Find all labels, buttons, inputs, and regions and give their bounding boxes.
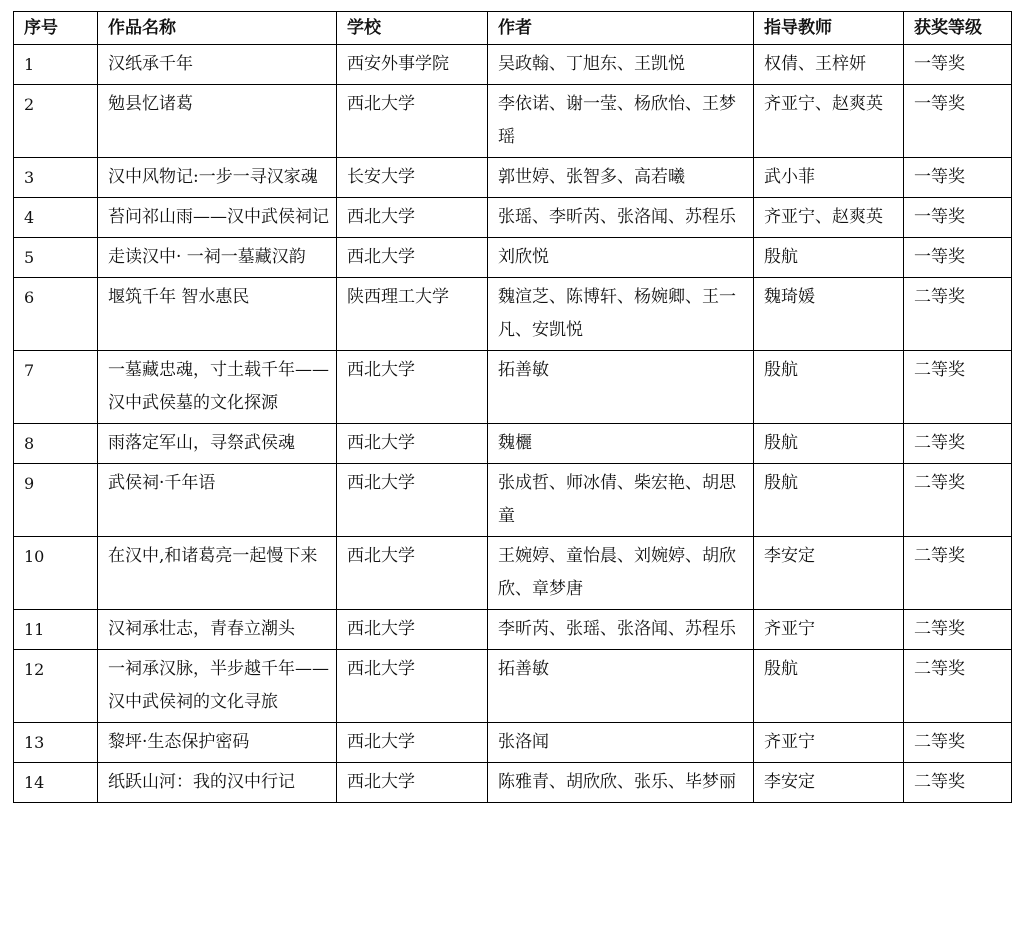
cell-title: 汉祠承壮志，青春立潮头 bbox=[98, 610, 337, 650]
cell-authors: 李昕芮、张瑶、张洛闻、苏程乐 bbox=[488, 610, 754, 650]
cell-advisor: 殷航 bbox=[754, 238, 904, 278]
cell-authors: 吴政翰、丁旭东、王凯悦 bbox=[488, 45, 754, 85]
cell-school: 西北大学 bbox=[337, 763, 488, 803]
cell-advisor: 殷航 bbox=[754, 650, 904, 723]
cell-number: 7 bbox=[14, 351, 98, 424]
table-row bbox=[14, 45, 1012, 85]
header-number: 序号 bbox=[14, 12, 98, 45]
cell-advisor: 殷航 bbox=[754, 351, 904, 424]
cell-number: 9 bbox=[14, 464, 98, 537]
cell-title: 纸跃山河：我的汉中行记 bbox=[98, 763, 337, 803]
cell-title: 堰筑千年 智水惠民 bbox=[98, 278, 337, 351]
cell-title: 武侯祠·千年语 bbox=[98, 464, 337, 537]
cell-authors: 李依诺、谢一莹、杨欣怡、王梦瑶 bbox=[488, 85, 754, 158]
cell-award: 一等奖 bbox=[904, 238, 1012, 278]
cell-title: 雨落定军山，寻祭武侯魂 bbox=[98, 424, 337, 464]
cell-title: 一祠承汉脉，半步越千年——汉中武侯祠的文化寻旅 bbox=[98, 650, 337, 723]
cell-advisor: 齐亚宁 bbox=[754, 610, 904, 650]
cell-authors: 张洛闻 bbox=[488, 723, 754, 763]
table-row bbox=[14, 158, 1012, 198]
cell-award: 二等奖 bbox=[904, 424, 1012, 464]
cell-authors: 魏渲芝、陈博轩、杨婉卿、王一凡、安凯悦 bbox=[488, 278, 754, 351]
cell-advisor: 武小菲 bbox=[754, 158, 904, 198]
cell-award: 二等奖 bbox=[904, 610, 1012, 650]
cell-award: 二等奖 bbox=[904, 464, 1012, 537]
cell-school: 西北大学 bbox=[337, 723, 488, 763]
cell-title: 一墓藏忠魂，寸土载千年——汉中武侯墓的文化探源 bbox=[98, 351, 337, 424]
cell-number: 11 bbox=[14, 610, 98, 650]
cell-authors: 魏欐 bbox=[488, 424, 754, 464]
header-school: 学校 bbox=[337, 12, 488, 45]
cell-school: 西北大学 bbox=[337, 650, 488, 723]
table-row bbox=[14, 424, 1012, 464]
cell-advisor: 魏琦媛 bbox=[754, 278, 904, 351]
cell-award: 一等奖 bbox=[904, 198, 1012, 238]
awards-table-container bbox=[13, 11, 1011, 803]
table-row bbox=[14, 278, 1012, 351]
cell-authors: 刘欣悦 bbox=[488, 238, 754, 278]
cell-advisor: 齐亚宁、赵爽英 bbox=[754, 85, 904, 158]
cell-number: 5 bbox=[14, 238, 98, 278]
cell-number: 4 bbox=[14, 198, 98, 238]
table-row bbox=[14, 464, 1012, 537]
cell-number: 2 bbox=[14, 85, 98, 158]
cell-school: 长安大学 bbox=[337, 158, 488, 198]
header-advisor: 指导教师 bbox=[754, 12, 904, 45]
cell-award: 一等奖 bbox=[904, 158, 1012, 198]
cell-title: 汉纸承千年 bbox=[98, 45, 337, 85]
cell-award: 二等奖 bbox=[904, 763, 1012, 803]
table-row bbox=[14, 537, 1012, 610]
table-row bbox=[14, 198, 1012, 238]
table-row bbox=[14, 351, 1012, 424]
cell-school: 西北大学 bbox=[337, 464, 488, 537]
cell-advisor: 殷航 bbox=[754, 424, 904, 464]
table-row bbox=[14, 238, 1012, 278]
cell-title: 勉县忆诸葛 bbox=[98, 85, 337, 158]
table-header-row bbox=[14, 12, 1012, 45]
cell-number: 12 bbox=[14, 650, 98, 723]
awards-table bbox=[13, 11, 1012, 803]
cell-authors: 张瑶、李昕芮、张洛闻、苏程乐 bbox=[488, 198, 754, 238]
cell-school: 陕西理工大学 bbox=[337, 278, 488, 351]
cell-authors: 陈雅青、胡欣欣、张乐、毕梦丽 bbox=[488, 763, 754, 803]
cell-authors: 张成哲、师冰倩、柴宏艳、胡思童 bbox=[488, 464, 754, 537]
table-row bbox=[14, 763, 1012, 803]
cell-authors: 郭世婷、张智多、高若曦 bbox=[488, 158, 754, 198]
table-row bbox=[14, 723, 1012, 763]
cell-school: 西北大学 bbox=[337, 238, 488, 278]
cell-school: 西北大学 bbox=[337, 537, 488, 610]
cell-school: 西北大学 bbox=[337, 424, 488, 464]
cell-advisor: 齐亚宁、赵爽英 bbox=[754, 198, 904, 238]
cell-authors: 拓善敏 bbox=[488, 351, 754, 424]
cell-award: 二等奖 bbox=[904, 537, 1012, 610]
cell-award: 一等奖 bbox=[904, 45, 1012, 85]
cell-award: 二等奖 bbox=[904, 351, 1012, 424]
cell-school: 西北大学 bbox=[337, 610, 488, 650]
cell-title: 黎坪·生态保护密码 bbox=[98, 723, 337, 763]
cell-title: 走读汉中· 一祠一墓藏汉韵 bbox=[98, 238, 337, 278]
cell-award: 二等奖 bbox=[904, 278, 1012, 351]
cell-title: 汉中风物记:一步一寻汉家魂 bbox=[98, 158, 337, 198]
header-title: 作品名称 bbox=[98, 12, 337, 45]
cell-school: 西北大学 bbox=[337, 351, 488, 424]
cell-school: 西安外事学院 bbox=[337, 45, 488, 85]
cell-authors: 王婉婷、童怡晨、刘婉婷、胡欣欣、章梦唐 bbox=[488, 537, 754, 610]
cell-number: 14 bbox=[14, 763, 98, 803]
cell-title: 在汉中,和诸葛亮一起慢下来 bbox=[98, 537, 337, 610]
cell-number: 8 bbox=[14, 424, 98, 464]
cell-number: 13 bbox=[14, 723, 98, 763]
cell-advisor: 齐亚宁 bbox=[754, 723, 904, 763]
cell-authors: 拓善敏 bbox=[488, 650, 754, 723]
cell-award: 二等奖 bbox=[904, 650, 1012, 723]
header-authors: 作者 bbox=[488, 12, 754, 45]
table-row bbox=[14, 650, 1012, 723]
cell-number: 1 bbox=[14, 45, 98, 85]
table-row bbox=[14, 85, 1012, 158]
cell-advisor: 李安定 bbox=[754, 763, 904, 803]
cell-advisor: 殷航 bbox=[754, 464, 904, 537]
cell-advisor: 李安定 bbox=[754, 537, 904, 610]
cell-award: 一等奖 bbox=[904, 85, 1012, 158]
cell-title: 苔问祁山雨——汉中武侯祠记 bbox=[98, 198, 337, 238]
cell-school: 西北大学 bbox=[337, 198, 488, 238]
cell-number: 6 bbox=[14, 278, 98, 351]
cell-award: 二等奖 bbox=[904, 723, 1012, 763]
cell-number: 10 bbox=[14, 537, 98, 610]
cell-advisor: 权倩、王梓妍 bbox=[754, 45, 904, 85]
cell-school: 西北大学 bbox=[337, 85, 488, 158]
cell-number: 3 bbox=[14, 158, 98, 198]
header-award: 获奖等级 bbox=[904, 12, 1012, 45]
table-row bbox=[14, 610, 1012, 650]
